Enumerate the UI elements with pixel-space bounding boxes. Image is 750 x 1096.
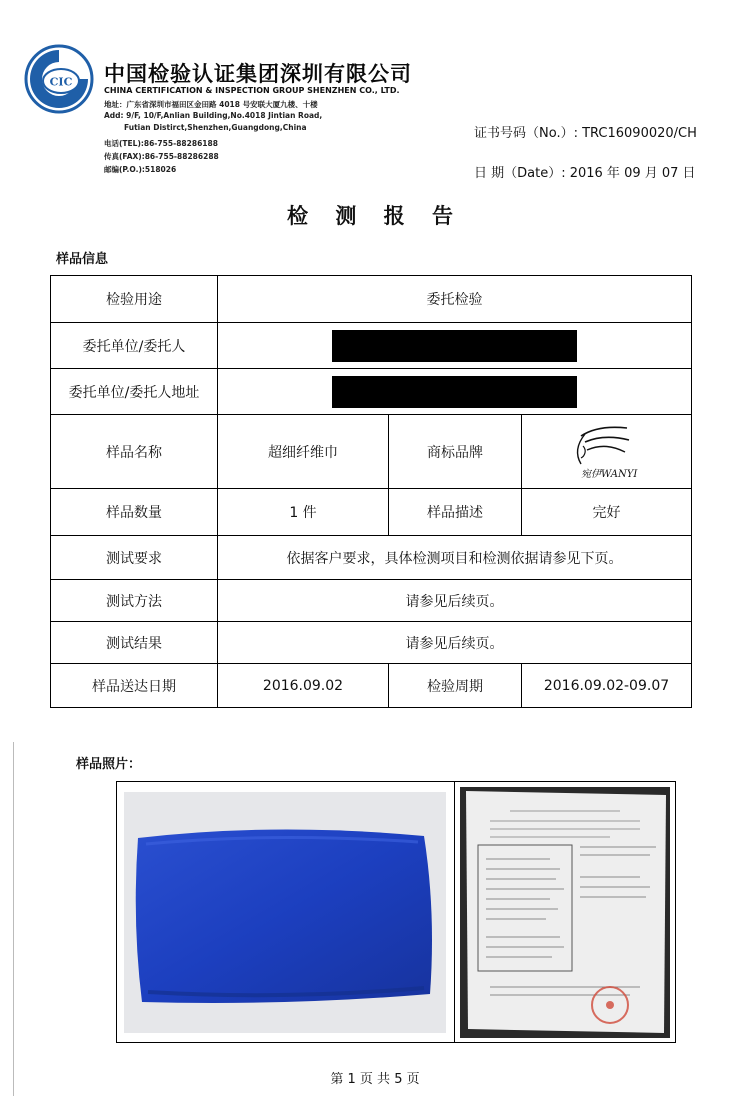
client-label: 委托单位/委托人 — [51, 323, 218, 369]
fax: 传真(FAX):86-755-88286288 — [104, 152, 219, 161]
table-row — [51, 580, 692, 622]
table-row — [51, 323, 692, 369]
company-name-en: CHINA CERTIFICATION & INSPECTION GROUP SHENZHEN CO., LTD. — [104, 86, 400, 95]
purpose-value: 委托检验 — [218, 276, 692, 323]
photo-divider — [454, 781, 455, 1043]
sample-name-label: 样品名称 — [51, 415, 218, 489]
margin-line — [13, 742, 14, 1096]
wanyi-brand-logo — [567, 422, 647, 482]
requirement-value: 依据客户要求，具体检测项目和检测依据请参见下页。 — [218, 536, 692, 580]
address-cn: 地址：广东省深圳市福田区金田路 4018 号安联大厦九楼、十楼 — [104, 100, 318, 109]
table-row — [51, 622, 692, 664]
sample-name-value: 超细纤维巾 — [218, 415, 389, 489]
company-name-cn: 中国检验认证集团深圳有限公司 — [104, 62, 412, 86]
certificate-number: 证书号码（No.）: TRC16090020/CH — [474, 126, 697, 141]
quantity-label: 样品数量 — [51, 489, 218, 536]
brand-label: 商标品牌 — [389, 415, 522, 489]
period-value: 2016.09.02-09.07 — [522, 664, 692, 708]
sample-photo-heading: 样品照片： — [76, 757, 142, 772]
description-label: 样品描述 — [389, 489, 522, 536]
report-date: 日 期（Date）: 2016 年 09 月 07 日 — [474, 166, 696, 181]
table-row — [51, 369, 692, 415]
quantity-value: 1 件 — [218, 489, 389, 536]
table-row — [51, 536, 692, 580]
table-row — [51, 664, 692, 708]
table-row — [51, 276, 692, 323]
cic-logo — [24, 44, 94, 114]
postcode: 邮编(P.O.):518026 — [104, 165, 177, 174]
table-row — [51, 489, 692, 536]
method-value: 请参见后续页。 — [218, 580, 692, 622]
address-en-line1: Add: 9/F, 10/F,Anlian Building,No.4018 Jintian Road, — [104, 111, 323, 120]
arrival-date-value: 2016.09.02 — [218, 664, 389, 708]
purpose-label: 检验用途 — [51, 276, 218, 323]
table-row — [51, 415, 692, 489]
report-title: 检 测 报 告 — [287, 204, 463, 228]
towel-image — [124, 792, 446, 1033]
brand-logo-text: 宛伊WANYI — [580, 468, 637, 480]
sample-info-table — [50, 275, 692, 708]
result-value: 请参见后续页。 — [218, 622, 692, 664]
arrival-date-label: 样品送达日期 — [51, 664, 218, 708]
brand-value — [522, 415, 692, 489]
client-value-redacted — [218, 323, 692, 369]
redaction-bar — [332, 376, 577, 408]
page-number: 第 1 页 共 5 页 — [330, 1072, 420, 1087]
method-label: 测试方法 — [51, 580, 218, 622]
towel-photo — [124, 792, 446, 1033]
client-address-label: 委托单位/委托人地址 — [51, 369, 218, 415]
label-document-image — [460, 787, 670, 1038]
client-address-redacted — [218, 369, 692, 415]
tel: 电话(TEL):86-755-88286188 — [104, 139, 218, 148]
address-en-line2: Futian Distirct,Shenzhen,Guangdong,China — [124, 123, 307, 132]
result-label: 测试结果 — [51, 622, 218, 664]
logo-text: CIC — [49, 75, 73, 89]
description-value: 完好 — [522, 489, 692, 536]
redaction-bar — [332, 330, 577, 362]
label-photo — [460, 787, 670, 1038]
period-label: 检验周期 — [389, 664, 522, 708]
sample-info-heading: 样品信息 — [56, 252, 109, 267]
requirement-label: 测试要求 — [51, 536, 218, 580]
